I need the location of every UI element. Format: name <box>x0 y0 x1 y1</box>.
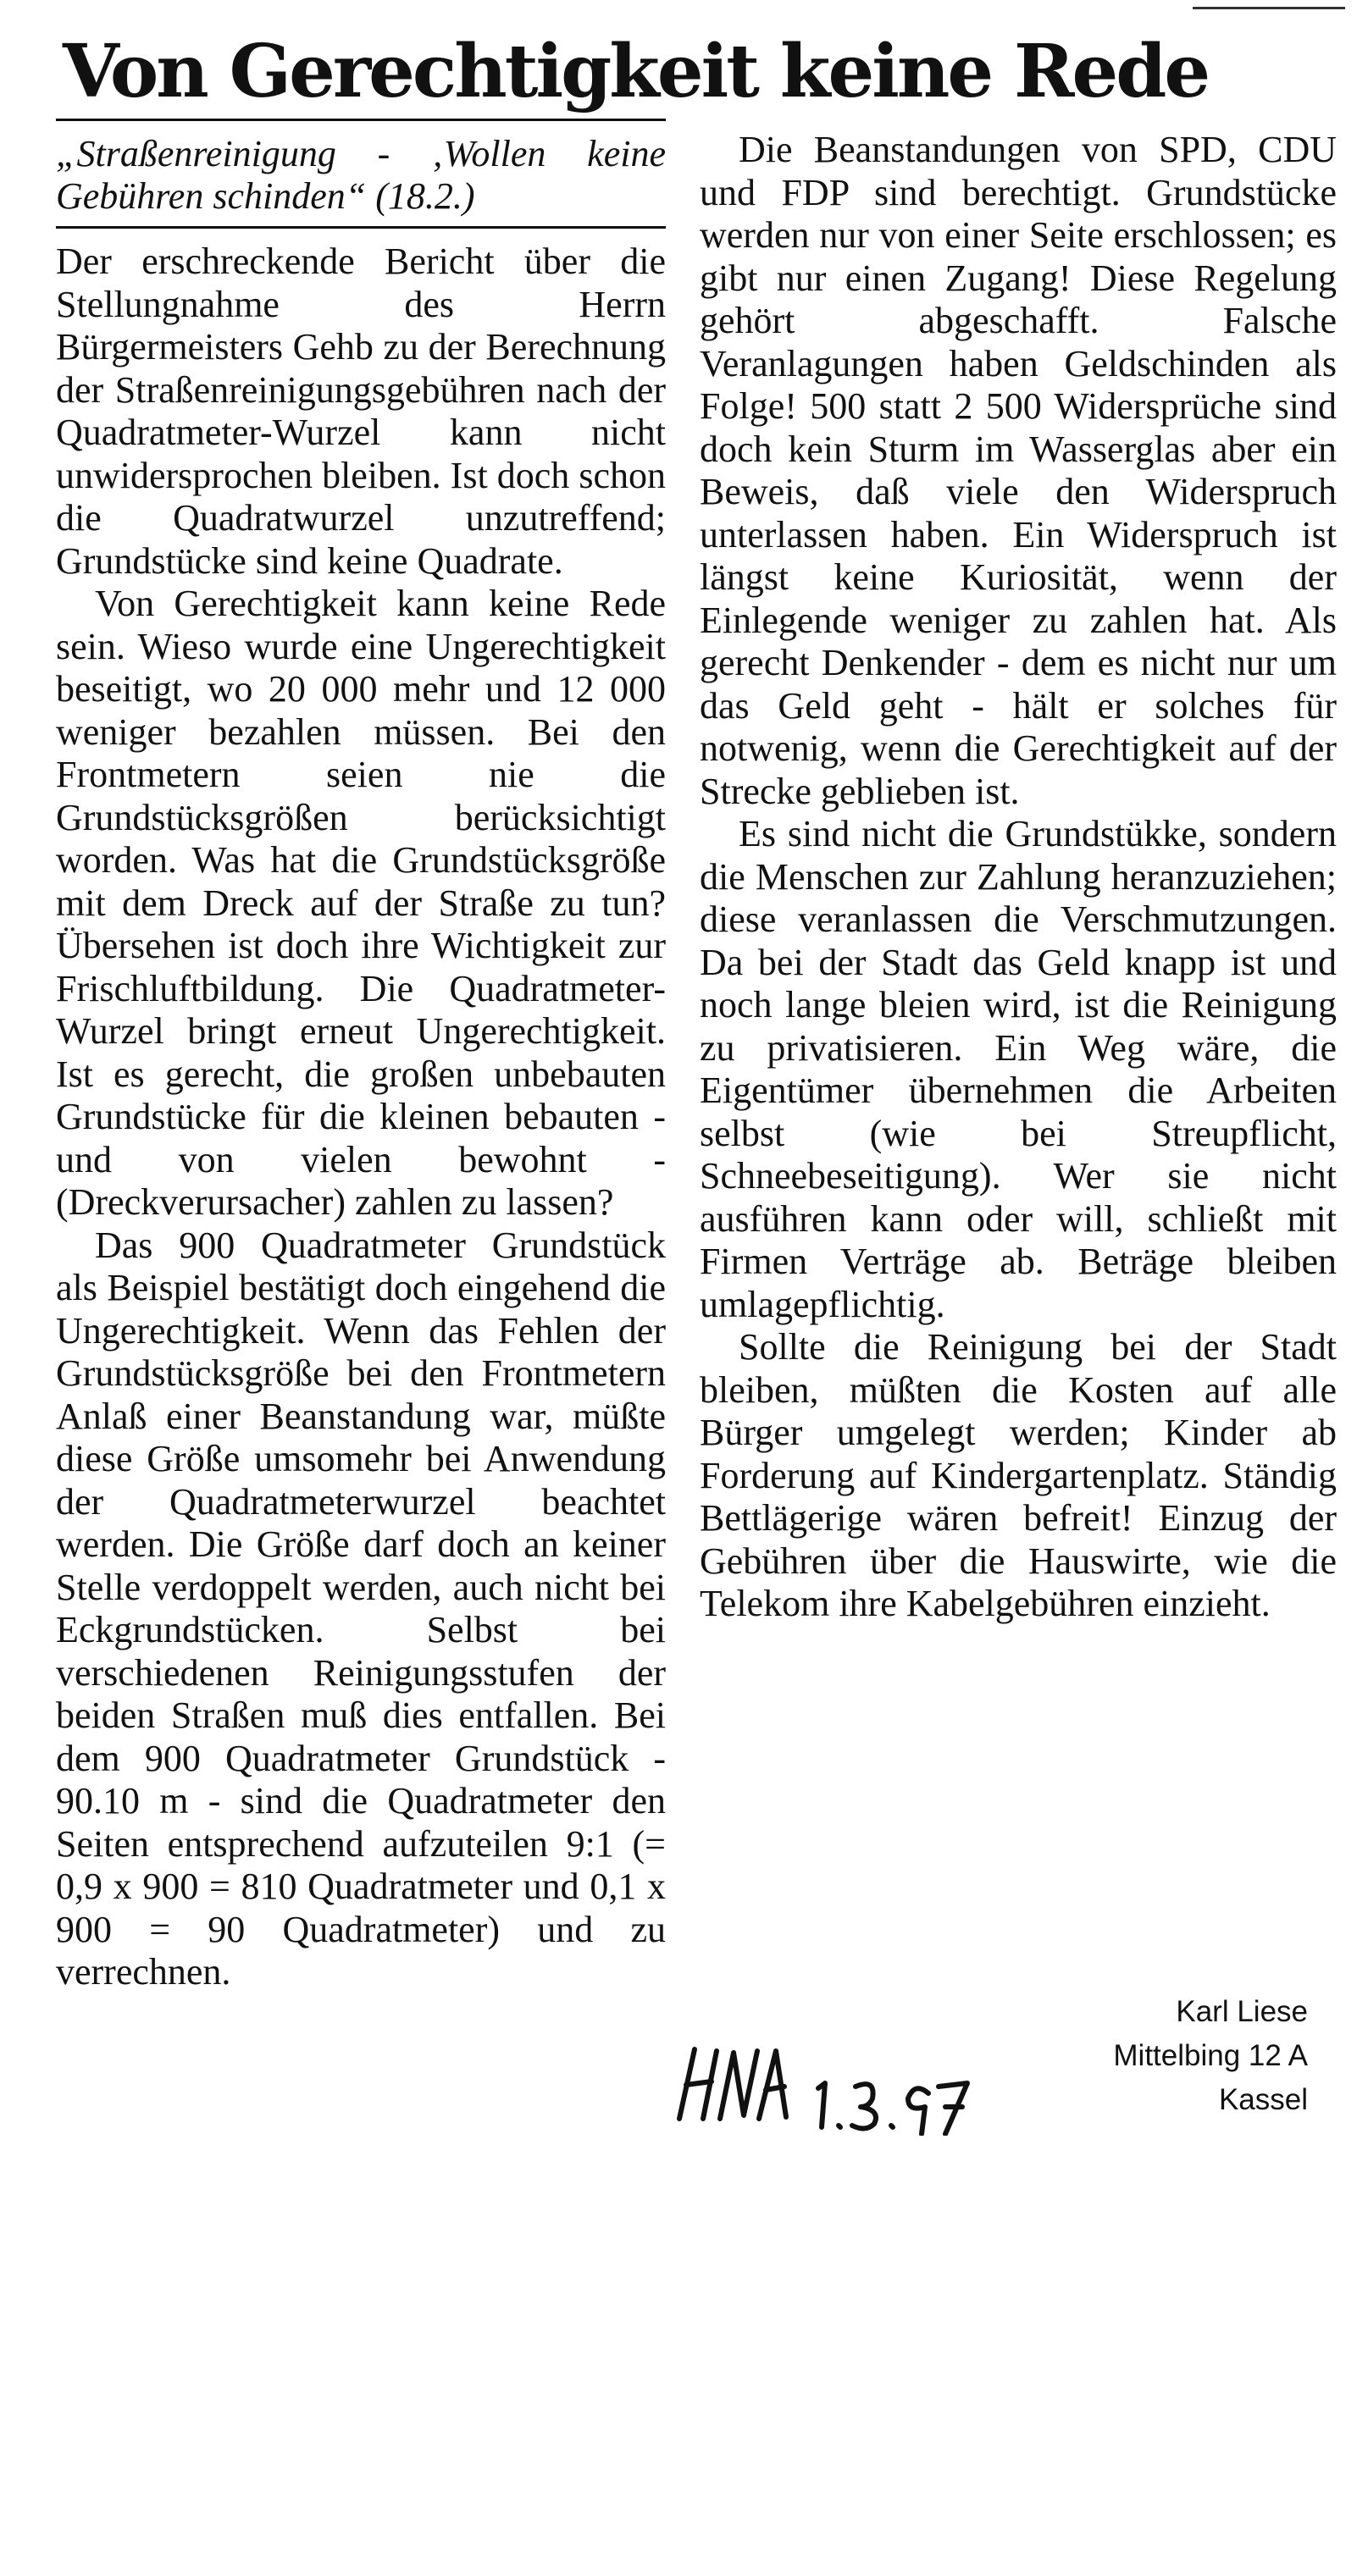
author-city: Kassel <box>1218 2083 1308 2116</box>
signature-area <box>669 1990 1338 2142</box>
author-street: Mittelbing 12 A <box>1113 2039 1308 2072</box>
left-column <box>56 119 666 1994</box>
headline: Von Gerechtigkeit keine Rede <box>63 29 1209 114</box>
paragraph: Sollte die Reinigung bei der Stadt bleiben, müßten die Kosten auf alle Bürger umgelegt werden; Kinder ab Forderung auf Kindergartenplatz. Ständig Bettlägerige wären befreit! Einzug der Gebühren über die Hauswirte, wie die Telekom ihre Kabelgebühren einzieht. <box>700 1326 1337 1624</box>
paragraph: Es sind nicht die Grundstükke, sondern die Menschen zur Zahlung heranzuziehen; diese veranlassen die Verschmutzungen. Da bei der Stadt das Geld knapp ist und noch lange bleien wird, ist die Reinigung zu privatisieren. Ein Weg wäre, die Eigentümer übernehmen die Arbeiten selbst (wie bei Streupflicht, Schneebeseitigung). Wer sie nicht ausführen kann oder will, schließt mit Firmen Verträge ab. Beträge bleiben umlagepflichtig. <box>700 813 1337 1325</box>
article-reference: „Straßenreinigung - ‚Wollen keine Gebühren schinden“ (18.2.) <box>56 133 666 217</box>
right-column <box>700 119 1337 1626</box>
author-signature <box>1113 1990 1308 2122</box>
paragraph: Die Beanstandungen von SPD, CDU und FDP sind berechtigt. Grundstücke werden nur von einer Seite erschlossen; es gibt nur einen Zugang! Diese Regelung gehört abgeschafft. Falsche Veranlagungen haben Geldschinden als Folge! 500 statt 2 500 Widersprüche sind doch kein Sturm im Wasserglas aber ein Beweis, daß viele den Widerspruch unterlassen haben. Ein Widerspruch ist längst keine Kuriosität, wenn der Einlegende weniger zu zahlen hat. Als gerecht Denkender - dem es nicht nur um das Geld geht - hält er solches für notwenig, wenn die Gerechtigkeit auf der Strecke geblieben ist. <box>700 129 1337 812</box>
left-body-text <box>56 240 666 1994</box>
right-body-text <box>700 129 1337 1626</box>
reference-bottom-rule <box>56 226 666 229</box>
paragraph: Das 900 Quadratmeter Grundstück als Beispiel bestätigt doch eingehend die Ungerechtigkeit. Wenn das Fehlen der Grundstücksgröße bei den Frontmetern Anlaß einer Beanstandung war, müßte diese Größe umsomehr bei Anwendung der Quadratmeterwurzel beachtet werden. Die Größe darf doch an keiner Stelle verdoppelt werden, auch nicht bei Eckgrundstücken. Selbst bei verschiedenen Reinigungsstufen der beiden Straßen muß dies entfallen. Bei dem 900 Quadratmeter Grundstück - 90.10 m - sind die Quadratmeter den Seiten entsprechend aufzuteilen 9:1 (= 0,9 x 900 = 810 Quadratmeter und 0,1 x 900 = 90 Quadratmeter) und zu verrechnen. <box>56 1224 666 1993</box>
handwritten-date-note <box>669 2034 1042 2136</box>
author-name: Karl Liese <box>1176 1995 1308 2028</box>
reference-top-rule <box>56 119 666 121</box>
corner-rule <box>1193 7 1345 9</box>
paragraph: Von Gerechtigkeit kann keine Rede sein. Wieso wurde eine Ungerechtigkeit beseitigt, wo 20 000 mehr und 12 000 weniger bezahlen müssen. Bei den Frontmetern seien nie die Grundstücksgrößen berücksichtigt worden. Was hat die Grundstücksgröße mit dem Dreck auf der Straße zu tun? Übersehen ist doch ihre Wichtigkeit zur Frischluftbildung. Die Quadratmeter-Wurzel bringt erneut Ungerechtigkeit. Ist es gerecht, die großen unbebauten Grundstücke für die kleinen bebauten - und von vielen bewohnt - (Dreckverursacher) zahlen zu lassen? <box>56 583 666 1223</box>
paragraph: Der erschreckende Bericht über die Stellungnahme des Herrn Bürgermeisters Gehb zu der Berechnung der Straßenreinigungsgebühren nach der Quadratmeter-Wurzel kann nicht unwidersprochen bleiben. Ist doch schon die Quadratwurzel unzutreffend; Grundstücke sind keine Quadrate. <box>56 240 666 582</box>
